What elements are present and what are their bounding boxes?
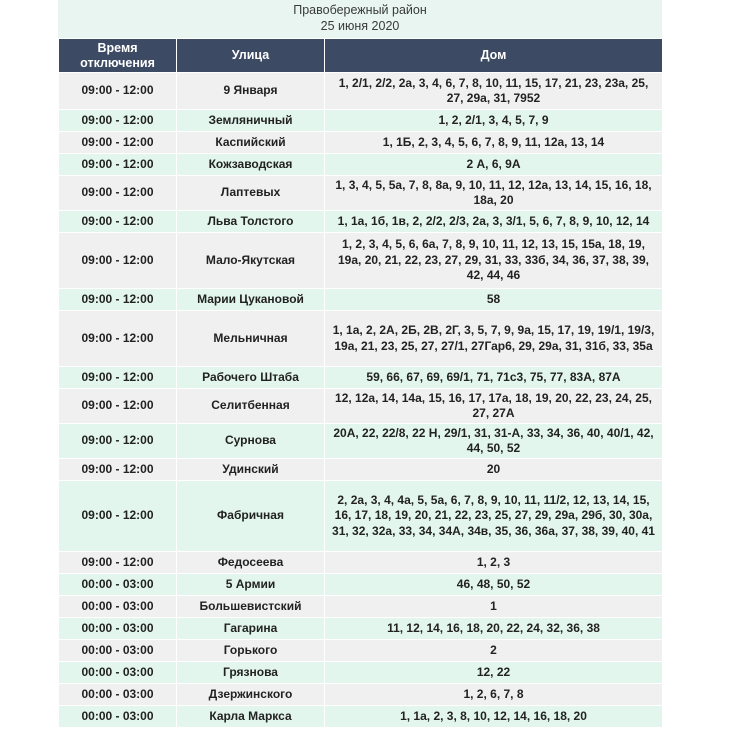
table-row [59, 618, 663, 640]
table-row [59, 110, 663, 132]
outage-table [58, 38, 663, 728]
cell-street: Федосеева [177, 552, 325, 574]
cell-time: 09:00 - 12:00 [59, 552, 177, 574]
cell-houses: 59, 66, 67, 69, 69/1, 71, 71с3, 75, 77, 83А, 87А [325, 367, 663, 389]
cell-time: 00:00 - 03:00 [59, 574, 177, 596]
cell-street: Льва Толстого [177, 211, 325, 233]
district-title: Правобережный район [293, 3, 427, 17]
table-row [59, 154, 663, 176]
table-row [59, 574, 663, 596]
table-row [59, 481, 663, 552]
cell-time: 09:00 - 12:00 [59, 132, 177, 154]
cell-houses: 12, 12а, 14, 14а, 15, 16, 17, 17а, 18, 19, 20, 22, 23, 24, 25, 27, 27А [325, 389, 663, 424]
cell-time: 00:00 - 03:00 [59, 706, 177, 728]
cell-street: 9 Января [177, 73, 325, 110]
cell-street: Грязнова [177, 662, 325, 684]
header-row [59, 39, 663, 73]
table-row [59, 424, 663, 459]
cell-time: 09:00 - 12:00 [59, 389, 177, 424]
cell-time: 09:00 - 12:00 [59, 176, 177, 211]
cell-street: Удинский [177, 459, 325, 481]
table-row [59, 73, 663, 110]
cell-street: Мало-Якутская [177, 233, 325, 289]
table-row [59, 289, 663, 311]
table-row [59, 132, 663, 154]
header-street: Улица [177, 39, 325, 73]
cell-houses: 1, 2/1, 2/2, 2а, 3, 4, 6, 7, 8, 10, 11, 15, 17, 21, 23, 23а, 25, 27, 29а, 31, 7952 [325, 73, 663, 110]
header-house: Дом [325, 39, 663, 73]
cell-time: 09:00 - 12:00 [59, 233, 177, 289]
cell-houses: 1, 3, 4, 5, 5а, 7, 8, 8а, 9, 10, 11, 12, 12а, 13, 14, 15, 16, 18, 18а, 20 [325, 176, 663, 211]
cell-time: 00:00 - 03:00 [59, 596, 177, 618]
cell-street: Земляничный [177, 110, 325, 132]
outage-schedule [58, 0, 662, 728]
cell-time: 09:00 - 12:00 [59, 311, 177, 367]
cell-houses: 1, 1а, 2, 3, 8, 10, 12, 14, 16, 18, 20 [325, 706, 663, 728]
header-time: Время отключения [59, 39, 177, 73]
cell-time: 09:00 - 12:00 [59, 459, 177, 481]
cell-time: 09:00 - 12:00 [59, 110, 177, 132]
cell-street: Каспийский [177, 132, 325, 154]
cell-street: Лаптевых [177, 176, 325, 211]
cell-houses: 46, 48, 50, 52 [325, 574, 663, 596]
cell-houses: 2 А, 6, 9А [325, 154, 663, 176]
cell-time: 00:00 - 03:00 [59, 662, 177, 684]
cell-street: Марии Цукановой [177, 289, 325, 311]
cell-time: 00:00 - 03:00 [59, 618, 177, 640]
table-row [59, 552, 663, 574]
cell-street: Рабочего Штаба [177, 367, 325, 389]
cell-houses: 1, 1Б, 2, 3, 4, 5, 6, 7, 8, 9, 11, 12а, 13, 14 [325, 132, 663, 154]
cell-time: 09:00 - 12:00 [59, 211, 177, 233]
cell-street: Карла Маркса [177, 706, 325, 728]
table-row [59, 389, 663, 424]
cell-street: Большевистский [177, 596, 325, 618]
cell-houses: 1, 1а, 2, 2А, 2Б, 2В, 2Г, 3, 5, 7, 9, 9а, 15, 17, 19, 19/1, 19/3, 19а, 21, 23, 25, 27, 27/1, 27Гар6, 29, 29а, 31, 31б, 33, 35а [325, 311, 663, 367]
cell-street: Фабричная [177, 481, 325, 552]
table-row [59, 684, 663, 706]
table-row [59, 311, 663, 367]
cell-time: 09:00 - 12:00 [59, 481, 177, 552]
cell-street: 5 Армии [177, 574, 325, 596]
cell-time: 09:00 - 12:00 [59, 154, 177, 176]
cell-time: 00:00 - 03:00 [59, 684, 177, 706]
table-row [59, 662, 663, 684]
cell-houses: 1, 2, 6, 7, 8 [325, 684, 663, 706]
cell-time: 09:00 - 12:00 [59, 289, 177, 311]
cell-street: Дзержинского [177, 684, 325, 706]
table-row [59, 640, 663, 662]
cell-street: Мельничная [177, 311, 325, 367]
cell-time: 00:00 - 03:00 [59, 640, 177, 662]
cell-houses: 58 [325, 289, 663, 311]
schedule-date: 25 июня 2020 [320, 19, 400, 33]
cell-street: Горького [177, 640, 325, 662]
table-row [59, 176, 663, 211]
cell-houses: 1 [325, 596, 663, 618]
cell-houses: 1, 1а, 1б, 1в, 2, 2/2, 2/3, 2а, 3, 3/1, 5, 6, 7, 8, 9, 10, 12, 14 [325, 211, 663, 233]
table-caption [58, 0, 662, 38]
cell-houses: 1, 2, 3 [325, 552, 663, 574]
cell-houses: 1, 2, 3, 4, 5, 6, 6а, 7, 8, 9, 10, 11, 12, 13, 15, 15а, 18, 19, 19а, 20, 21, 22, 23, 27, 29, 31, 33, 33б, 34, 36, 37, 38, 39, 42, 44, 46 [325, 233, 663, 289]
table-row [59, 706, 663, 728]
cell-time: 09:00 - 12:00 [59, 367, 177, 389]
cell-time: 09:00 - 12:00 [59, 73, 177, 110]
cell-street: Гагарина [177, 618, 325, 640]
table-row [59, 211, 663, 233]
cell-houses: 20 [325, 459, 663, 481]
cell-houses: 11, 12, 14, 16, 18, 20, 22, 24, 32, 36, 38 [325, 618, 663, 640]
cell-houses: 20А, 22, 22/8, 22 Н, 29/1, 31, 31-А, 33, 34, 36, 40, 40/1, 42, 44, 50, 52 [325, 424, 663, 459]
table-row [59, 367, 663, 389]
table-row [59, 596, 663, 618]
table-row [59, 233, 663, 289]
cell-time: 09:00 - 12:00 [59, 424, 177, 459]
table-row [59, 459, 663, 481]
cell-street: Кожзаводская [177, 154, 325, 176]
cell-houses: 2 [325, 640, 663, 662]
cell-street: Селитбенная [177, 389, 325, 424]
cell-houses: 1, 2, 2/1, 3, 4, 5, 7, 9 [325, 110, 663, 132]
cell-houses: 12, 22 [325, 662, 663, 684]
cell-houses: 2, 2а, 3, 4, 4а, 5, 5а, 6, 7, 8, 9, 10, 11, 11/2, 12, 13, 14, 15, 16, 17, 18, 19, 20, 21, 22, 23, 25, 27, 29, 29а, 29б, 30, 30а, 31, 32, 32а, 33, 34, 34А, 34в, 35, 36, 36а, 37, 38, 39, 40, 41 [325, 481, 663, 552]
cell-street: Сурнова [177, 424, 325, 459]
